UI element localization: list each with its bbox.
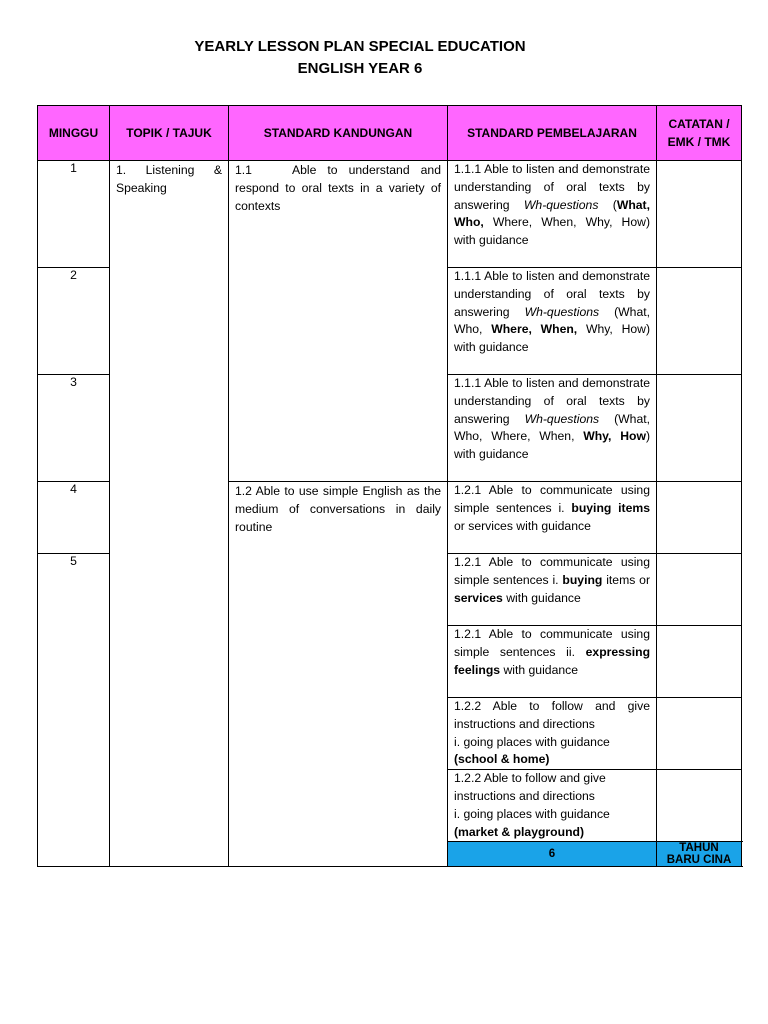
when-text: When, <box>540 322 578 337</box>
catatan-cell <box>657 770 742 842</box>
buying-text: buying <box>562 572 603 587</box>
kandungan-cell-2 <box>229 482 448 867</box>
standard-text: or services with <box>454 518 538 533</box>
kandungan-cell-1 <box>229 161 448 482</box>
standard-cell <box>448 554 657 626</box>
guidance-text: with guidance <box>454 340 529 355</box>
holiday-week-cell: 6 <box>448 842 657 867</box>
holiday-label: TAHUN BARU CINA <box>657 842 742 867</box>
who-text: Who, <box>454 429 483 444</box>
standard-text: 1.1.1 Able to listen and demonstrate understanding of oral texts by answering <box>454 376 650 426</box>
guidance-text: guidance <box>528 662 579 677</box>
guidance-text: guidance <box>531 590 581 605</box>
table-row <box>38 161 742 268</box>
services-text: services <box>454 590 503 605</box>
topic-cell <box>110 161 229 867</box>
standard-cell: 1.1.1 Able to listen and demonstrate understanding of oral texts by answering Wh-questions (What, Who, Where, When, Why, How) with guidance <box>448 375 657 482</box>
header-row <box>38 106 742 161</box>
page-subtitle: ENGLISH YEAR 6 <box>297 60 423 77</box>
header-pembelajaran: STANDARD PEMBELAJARAN <box>448 106 657 161</box>
wh-questions-text: Wh-questions <box>524 411 600 426</box>
week-cell: 1 <box>38 161 110 268</box>
what-text: What, <box>616 197 650 212</box>
wh-questions-text: Wh-questions <box>524 304 600 319</box>
catatan-cell <box>657 268 742 375</box>
standard-text: 1.2.1 Able to communicate using simple sentences <box>454 555 650 587</box>
expressing-feelings-text: expressing feelings <box>454 644 651 677</box>
standard-cell <box>448 770 657 842</box>
what-text: What, <box>618 411 650 426</box>
what-text: What, <box>618 304 650 319</box>
week-cell: 3 <box>38 375 110 482</box>
standard-text: 1.2.1 Able to communicate using simple sentences <box>454 483 650 515</box>
standard-text: with <box>503 662 526 677</box>
catatan-cell <box>657 554 742 626</box>
who-text: Who, <box>454 322 483 337</box>
guidance-text: guidance <box>541 518 591 533</box>
item-marker: i. <box>552 572 559 587</box>
standard-text: 1.2.2 Able to follow and give instructions and directions <box>454 771 606 803</box>
where-text: Where, <box>491 322 532 337</box>
standard-text: 1.1.1 Able to listen and demonstrate understanding of oral texts by answering <box>454 162 650 212</box>
standard-text: i. going places with guidance <box>454 734 610 749</box>
market-playground-text: (market & playground) <box>454 824 585 839</box>
catatan-cell <box>657 161 742 268</box>
standard-text: 1.2.1 Able to communicate using simple sentences <box>454 627 650 659</box>
item-marker: ii. <box>566 644 575 659</box>
kandungan-1-number: 1.1 <box>235 163 252 177</box>
standard-cell <box>448 482 657 554</box>
guidance-text: with guidance <box>454 233 529 248</box>
kandungan-2-text: 1.2 Able to use simple English as the medium of conversations in daily routine <box>235 484 441 534</box>
catatan-cell <box>657 482 742 554</box>
when-text: When, <box>541 215 577 230</box>
catatan-cell <box>657 375 742 482</box>
week-cell: 2 <box>38 268 110 375</box>
catatan-cell <box>657 626 742 698</box>
where-text: Where, <box>492 215 533 230</box>
buying-items-text: buying items <box>571 500 651 515</box>
standard-text: 1.1.1 Able to listen and demonstrate understanding of oral texts by answering <box>454 269 650 319</box>
where-text: Where, <box>491 429 531 444</box>
school-home-text: (school & home) <box>454 752 550 767</box>
week-cell: 4 <box>38 482 110 554</box>
week-cell: 5 <box>38 554 110 867</box>
why-text: Why, <box>585 322 613 337</box>
how-text: How <box>621 322 646 337</box>
standard-text: 1.2.2 Able to follow and give instructions and directions <box>454 699 650 731</box>
standard-cell: 1.1.1 Able to listen and demonstrate understanding of oral texts by answering Wh-questions (What, Who, Where, When, Why, How) with guidance <box>448 268 657 375</box>
why-text: Why, <box>583 429 612 444</box>
standard-text: with <box>506 590 528 605</box>
header-kandungan: STANDARD KANDUNGAN <box>229 106 448 161</box>
standard-cell <box>448 626 657 698</box>
page-title: YEARLY LESSON PLAN SPECIAL EDUCATION <box>194 38 526 55</box>
how-text: How <box>621 215 646 230</box>
standard-text: items or <box>606 572 650 587</box>
why-text: Why, <box>585 215 613 230</box>
wh-questions-text: Wh-questions <box>523 197 599 212</box>
item-marker: i. <box>558 500 565 515</box>
header-minggu: MINGGU <box>38 106 110 161</box>
how-text: How <box>620 429 646 444</box>
standard-cell <box>448 698 657 770</box>
header-topik: TOPIK / TAJUK <box>110 106 229 161</box>
topic-text: 1. Listening & Speaking <box>116 163 222 195</box>
catatan-cell <box>657 698 742 770</box>
who-text: Who, <box>454 215 484 230</box>
when-text: When, <box>539 429 575 444</box>
guidance-text: with guidance <box>454 447 529 462</box>
standard-cell: 1.1.1 Able to listen and demonstrate understanding of oral texts by answering Wh-questions (What, Who, Where, When, Why, How) with guidance <box>448 161 657 268</box>
header-catatan: CATATAN / EMK / TMK <box>657 106 742 161</box>
standard-text: i. going places with guidance <box>454 806 610 821</box>
kandungan-1-text: Able to understand and respond to oral texts in a variety of contexts <box>235 163 441 213</box>
lesson-plan-table <box>37 105 742 867</box>
